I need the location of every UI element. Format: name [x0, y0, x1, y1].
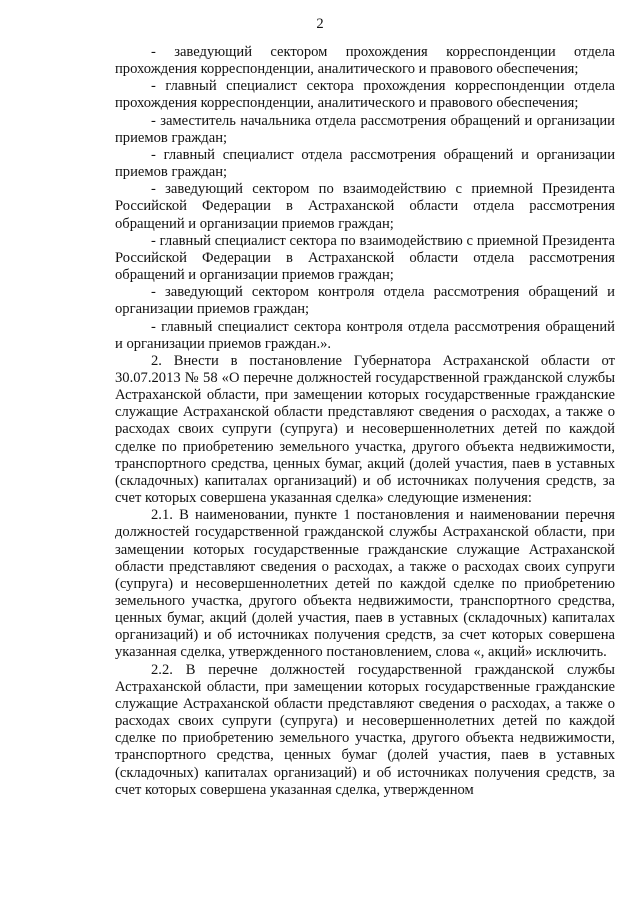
list-item-chief-specialist-control-sector: - главный специалист сектора контроля отдела рассмотрения обращений и организации приемов граждан.». [115, 318, 615, 352]
list-item-head-correspondence-sector: - заведующий сектором прохождения корреспонденции отдела прохождения корреспонденции, аналитического и правового обеспечения; [115, 44, 615, 78]
clause-2-2: 2.2. В перечне должностей государственной гражданской службы Астраханской области, при замещении которых государственные гражданские служащие Астраханской области представляют сведения о расходах, а также о расходах своих супруги (супруга) и несовершеннолетних детей по каждой сделке по приобретению земельного участка, другого объекта недвижимости, транспортного средства, ценных бумаг (долей участия, паев в уставных (складочных) капиталах организаций) и об источниках получения средств, за счет которых совершена указанная сделка, утвержденном [115, 661, 615, 798]
list-item-deputy-head-appeals-department: - заместитель начальника отдела рассмотрения обращений и организации приемов граждан; [115, 112, 615, 146]
list-item-head-control-sector: - заведующий сектором контроля отдела рассмотрения обращений и организации приемов граждан; [115, 284, 615, 318]
clause-2-1: 2.1. В наименовании, пункте 1 постановления и наименовании перечня должностей государственной гражданской службы Астраханской области, при замещении которых государственные гражданские служащие Астраханской области представляют сведения о расходах, а также о расходах своих супруги (супруга) и несовершеннолетних детей по каждой сделке по приобретению земельного участка, другого объекта недвижимости, транспортного средства, ценных бумаг, акций (долей участия, паев в уставных (складочных) капиталах организаций) и об источниках получения средств, за счет которых совершена указанная сделка, утвержденного постановлением, слова «, акций» исключить. [115, 507, 615, 661]
clause-2-amendments: 2. Внести в постановление Губернатора Астраханской области от 30.07.2013 № 58 «О перечне должностей государственной гражданской службы Астраханской области, при замещении которых государственные гражданские служащие Астраханской области представляют сведения о расходах, а также о расходах своих супруги (супруга) и несовершеннолетних детей по каждой сделке по приобретению земельного участка, другого объекта недвижимости, транспортного средства, ценных бумаг, акций (долей участия, паев в уставных (складочных) капиталах организаций) и об источниках получения средств, за счет которых совершена указанная сделка» следующие изменения: [115, 352, 615, 507]
document-body [115, 44, 615, 799]
list-item-chief-specialist-correspondence-sector: - главный специалист сектора прохождения корреспонденции отдела прохождения корреспонденции, аналитического и правового обеспечения; [115, 78, 615, 112]
list-item-head-president-reception-sector: - заведующий сектором по взаимодействию с приемной Президента Российской Федерации в Астраханской области отдела рассмотрения обращений и организации приемов граждан; [115, 181, 615, 232]
page-number: 2 [316, 16, 324, 32]
list-item-chief-specialist-president-reception-sector: - главный специалист сектора по взаимодействию с приемной Президента Российской Федерации в Астраханской области отдела рассмотрения обращений и организации приемов граждан; [115, 232, 615, 284]
list-item-chief-specialist-appeals-department: - главный специалист отдела рассмотрения обращений и организации приемов граждан; [115, 146, 615, 181]
